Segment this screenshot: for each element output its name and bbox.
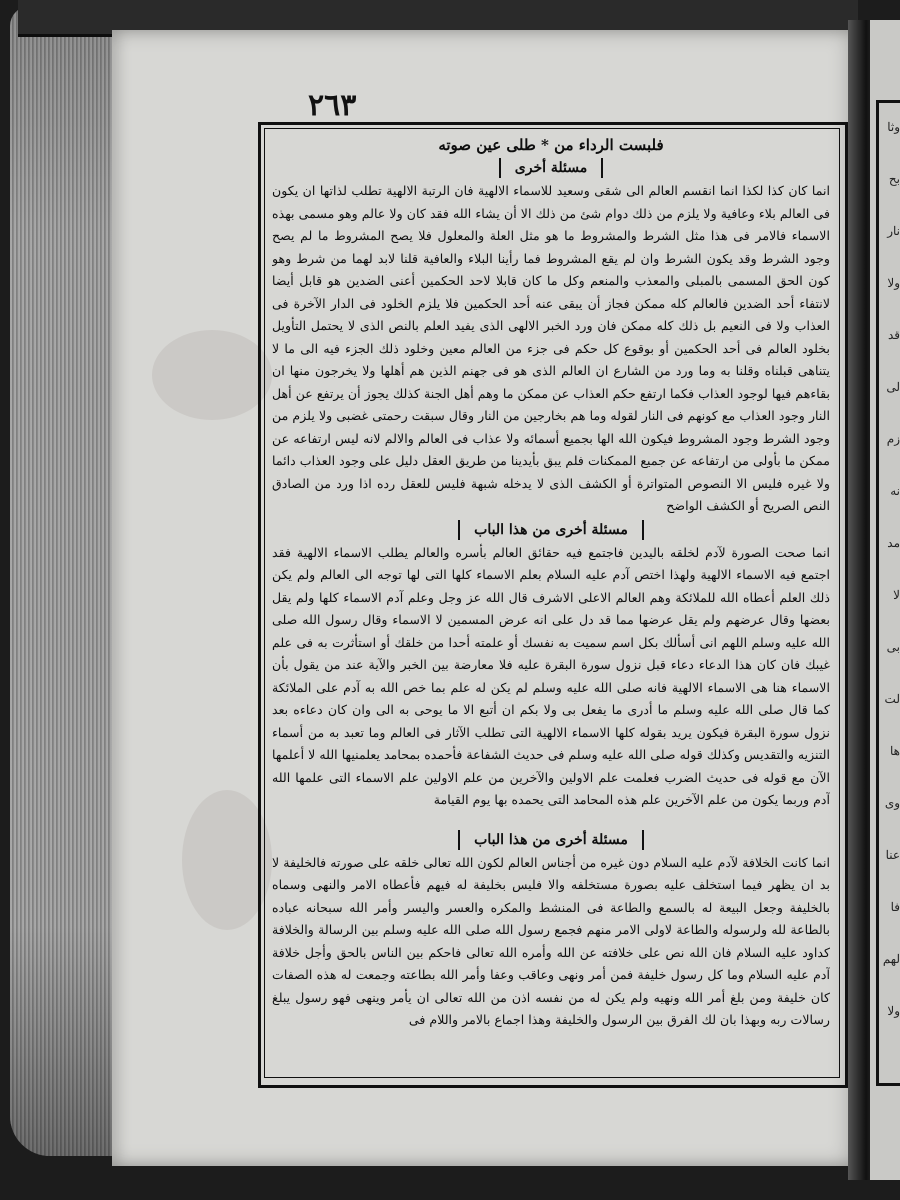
facing-page-fragment: ولا	[887, 276, 900, 290]
section-title	[272, 520, 830, 540]
page-heading: فلبست الرداء من * طلى عين صوته	[438, 136, 664, 154]
section-title-text: مسئلة أخرى	[499, 158, 603, 178]
facing-page-fragment: بح	[888, 172, 900, 186]
facing-page-fragment: وى	[884, 796, 900, 810]
facing-page-fragment: قد	[887, 328, 900, 342]
facing-page-fragment: وثا	[887, 120, 900, 134]
book-fore-edge-shadow	[10, 6, 128, 1156]
section-title-text: مسئلة أخرى من هذا الباب	[458, 520, 644, 540]
section-title-text: مسئلة أخرى من هذا الباب	[458, 830, 644, 850]
facing-page-fragment: مد	[887, 536, 900, 550]
facing-page-fragment: نه	[890, 484, 900, 498]
page-content	[272, 132, 830, 1072]
facing-page-fragment: فا	[890, 900, 900, 914]
section-title	[272, 830, 830, 850]
facing-page-fragment: لهم	[882, 952, 900, 966]
facing-page-fragment: ها	[890, 744, 900, 758]
section-title	[272, 158, 830, 178]
facing-page-fragment: ولا	[887, 1004, 900, 1018]
facing-page-fragment: عنا	[885, 848, 900, 862]
page-number: ٢٦٣	[308, 88, 357, 123]
facing-page-fragment: نار	[887, 224, 900, 238]
section-paragraph: انما صحت الصورة لآدم لخلقه باليدين فاجتمع فيه حقائق العالم بأسره والعالم يطلب الاسماء الالهية فقد اجتمع فيه الاسماء الالهية ولهذا اختص آدم عليه السلام بعلم الاسماء كلها التى لها توجه الى العالم ولم يكن ذلك العلم أعطاه الله للملائكة وهم العالم الاعلى الاشرف قال الله عز وجل وعلم آدم الاسماء كلها ولم يقل بعضها وقال عرضهم ولم يقل عرضها مما قد دل على انه عرض المسمين لا الاسماء وقال رسول الله صلى الله عليه وسلم اللهم انى أسألك بكل اسم سميت به نفسك أو علمته أحدا من خلقك أو استأثرت به فى علم غيبك فان كان هذا الدعاء دعاء قبل نزول سورة البقرة عليه فلا معارضة بين الخبر والآية عند من يقول بأن الاسماء هنا هى الاسماء الالهية فانه صلى الله عليه وسلم لم يكن له علم بما خص الله به آدم على الملائكة كما قال صلى الله عليه وسلم ما أدرى ما يفعل بى ولا بكم ان أتبع الا ما يوحى به الى وان كان دعاءه بعد نزول سورة البقرة فيكون يريد بقوله كلها الاسماء الالهية التى تطلب الآثار فى العالم وما تعبد به من أسماء التنزيه والتقديس وكذلك قوله صلى الله عليه وسلم فى حديث الشفاعة فأحمده بمحامد يعلمنيها الله لا أعلمها الآن مع قوله فى حديث الضرب فعلمت علم الاولين والآخرين من علم الاولين علم الاسماء التى علمها الله آدم وربما يكون من علم الآخرين علم هذه المحامد التى يحمده بها يوم القيامة	[272, 544, 830, 807]
facing-page-fragment: زم	[886, 432, 900, 446]
facing-page-fragment: لى	[886, 380, 900, 394]
facing-page-fragment: لت	[884, 692, 900, 706]
facing-page	[870, 20, 900, 1180]
section-paragraph: انما كانت الخلافة لآدم عليه السلام دون غيره من أجناس العالم لكون الله تعالى خلقه على صورته فالخليفة لا بد ان يظهر فيما استخلف عليه بصورة مستخلفه والا فليس بخليفة له فيهم فأعطاه الامر والنهى وسماه بالخليفة وجعل البيعة له بالسمع والطاعة فى المنشط والمكره والعسر واليسر وأمر الله سبحانه عباده بالطاعة لله ولرسوله والطاعة لاولى الامر منهم فجمع رسول الله صلى الله عليه وسلم بين الرسالة والخلافة كداود عليه السلام فان الله نص على خلافته عن الله وأمره الله تعالى فاحكم بين الناس بالحق وأجل خلافة آدم عليه السلام وما كل رسول خليفة فمن أمر ونهى وعاقب وعفا وأمر الله بطاعته وجمعت له هذه الصفات كان خليفة ومن بلغ أمر الله ونهيه ولم يكن له من نفسه اذن من الله تعالى ان يأمر وينهى فهو رسول يبلغ رسالات ربه وبهذا بان لك الفرق بين الرسول والخليفة وهذا اجماع بالامر واللام فى	[272, 854, 830, 1027]
facing-page-fragment: لا	[893, 588, 900, 602]
section-spacer	[272, 812, 830, 828]
facing-page-fragment: بى	[886, 640, 900, 654]
section-paragraph: انما كان كذا لكذا انما انقسم العالم الى شقى وسعيد للاسماء الالهية فان الرتبة الالهية تطلب لذاتها ان يكون فى العالم بلاء وعافية ولا يلزم من ذلك دوام شئ من ذلك الا أن يشاء الله فقد كان ولا عالم وهو مسمى بهذه الاسماء فالامر فى هذا مثل الشرط والمشروط ما هو مثل العلة والمعلول فلا يصح المشروط ما لم يصح وجود الشرط وقد يكون الشرط وان لم يقع المشروط فما رأينا البلاء والعافية قلنا لابد لهما من شرط وهو كون الحق المسمى بالمبلى والمعذب والمنعم وكل ما كان قابلا لاحد الحكمين أعنى الضدين هو قابل أيضا لانتفاء أحد الضدين فالعالم كله ممكن فجاز أن يبقى عنه أحد الحكمين فلا يلزم الخلود فى الدار الآخرة فى العذاب ولا فى النعيم بل ذلك كله ممكن فان ورد الخبر الالهى الذى يفيد العلم بالنص الذى لا يحتمل التأويل بخلود العالم فى أحد الحكمين أو بوقوع كل حكم فى جزء من العالم معين وخلود ذلك الجزء فيه الى ما لا يتناهى قبلناه وقلنا به وما ورد من الشارع ان العالم الذى هو فى جهنم الذين هم أهلها ولا يخرجون منها ان بقاءهم فيها لوجود العذاب فكما ارتفع حكم العذاب عن ممكن ما وهم أهل الجنة كذلك يجوز أن يرتفع عن أهل النار وجود العذاب مع كونهم فى النار لقوله وما هم بخارجين من النار وقال سبقت رحمتى غضبى ولا يلزم من وجود الشرط وجود المشروط فيكون الله الها بجميع أسمائه ولا عذاب فى العالم والالم لانه ليس ارتفاعه عن ممكن ما بأولى من ارتفاعه عن جميع الممكنات فلم يبق بأيدينا من طريق العقل دليل على وجود العذاب دائما ولا غيره فليس الا النصوص المتواترة أو الكشف الذى لا يدخله شبهة فليس للعقل رده اذا ورد من الصادق النص الصريح أو الكشف الواضح	[272, 183, 830, 513]
